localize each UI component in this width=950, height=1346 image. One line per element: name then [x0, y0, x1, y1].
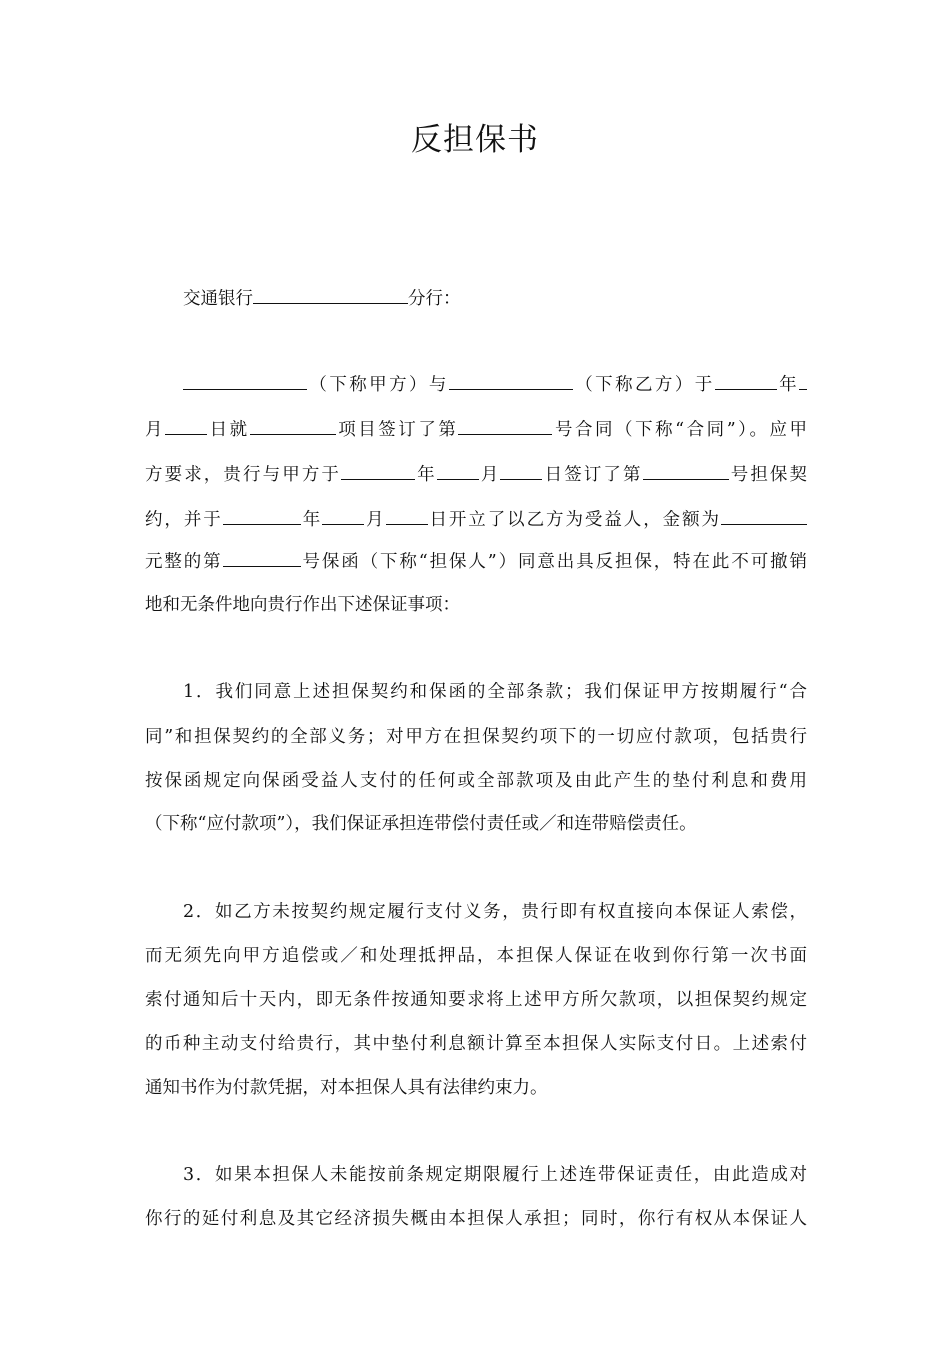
intro-text: （下称乙方）于 — [572, 375, 715, 395]
day-blank — [165, 416, 207, 435]
month-blank — [322, 506, 364, 525]
clause-2-line-2: 而无须先向甲方追偿或／和处理抵押品，本担保人保证在收到你行第一次书面 — [145, 946, 807, 966]
intro-text: 年 — [776, 375, 800, 395]
intro-text: 月 — [478, 465, 501, 485]
intro-line-2 — [145, 416, 807, 443]
letter-no-blank — [223, 548, 301, 567]
intro-text: 方要求，贵行与甲方于 — [145, 465, 342, 485]
intro-text: 年 — [415, 465, 437, 485]
year-blank — [715, 371, 777, 390]
intro-text: 号保函（下称“担保人”）同意出具反担保，特在此不可撤销 — [300, 552, 807, 572]
project-blank — [250, 416, 336, 435]
intro-line-5 — [145, 548, 807, 575]
guarantee-no-blank — [643, 461, 729, 480]
clause-2-line-4: 的币种主动支付给贵行，其中垫付利息额计算至本担保人实际支付日。上述索付 — [145, 1034, 807, 1054]
intro-text: 月 — [364, 510, 386, 530]
intro-text: 日签订了第 — [542, 465, 643, 485]
salutation-line — [183, 285, 807, 312]
intro-text: 约，并于 — [145, 510, 223, 530]
document-title: 反担保书 — [411, 122, 539, 158]
intro-line-4 — [145, 506, 807, 533]
clause-2-line-3: 索付通知后十天内，即无条件按通知要求将上述甲方所欠款项，以担保契约规定 — [145, 990, 807, 1010]
intro-text: 号担保契 — [728, 465, 808, 485]
salutation-suffix: 分行： — [408, 289, 461, 309]
month-blank — [437, 461, 479, 480]
clause-2-line-5: 通知书作为付款凭据，对本担保人具有法律约束力。 — [145, 1078, 548, 1098]
intro-text: 年 — [300, 510, 323, 530]
intro-text: （下称甲方）与 — [307, 375, 449, 395]
party-b-blank — [449, 371, 573, 390]
amount-blank — [721, 506, 807, 525]
branch-blank — [253, 285, 408, 304]
intro-text: 号合同（下称“合同”）。应甲 — [552, 420, 808, 440]
intro-line-6: 地和无条件地向贵行作出下述保证事项： — [145, 595, 460, 615]
contract-no-blank — [458, 416, 552, 435]
clause-3-line-2: 你行的延付利息及其它经济损失概由本担保人承担；同时，你行有权从本保证人 — [145, 1209, 807, 1229]
intro-text: 日开立了以乙方为受益人，金额为 — [427, 510, 721, 530]
clause-1-line-1: 1．我们同意上述担保契约和保函的全部条款；我们保证甲方按期履行“合 — [183, 682, 807, 702]
intro-text: 月 — [145, 420, 166, 440]
clause-3-line-1: 3．如果本担保人未能按前条规定期限履行上述连带保证责任，由此造成对 — [183, 1165, 807, 1185]
clause-1-line-3: 按保函规定向保函受益人支付的任何或全部款项及由此产生的垫付利息和费用 — [145, 771, 807, 791]
intro-line-3 — [145, 461, 807, 488]
clause-1-line-2: 同”和担保契约的全部义务；对甲方在担保契约项下的一切应付款项，包括贵行 — [145, 727, 807, 747]
intro-text: 元整的第 — [145, 552, 223, 572]
intro-text: 项目签订了第 — [335, 420, 459, 440]
clause-2-line-1: 2．如乙方未按契约规定履行支付义务，贵行即有权直接向本保证人索偿， — [183, 902, 807, 922]
day-blank — [500, 461, 542, 480]
year-blank — [223, 506, 301, 525]
salutation-prefix: 交通银行 — [183, 289, 253, 309]
party-a-blank — [183, 371, 307, 390]
day-blank — [386, 506, 428, 525]
intro-line-1 — [183, 371, 807, 398]
intro-text: 日就 — [207, 420, 250, 440]
year-blank — [341, 461, 415, 480]
clause-1-line-4: （下称“应付款项”），我们保证承担连带偿付责任或／和连带赔偿责任。 — [145, 814, 697, 834]
month-blank — [799, 371, 807, 390]
